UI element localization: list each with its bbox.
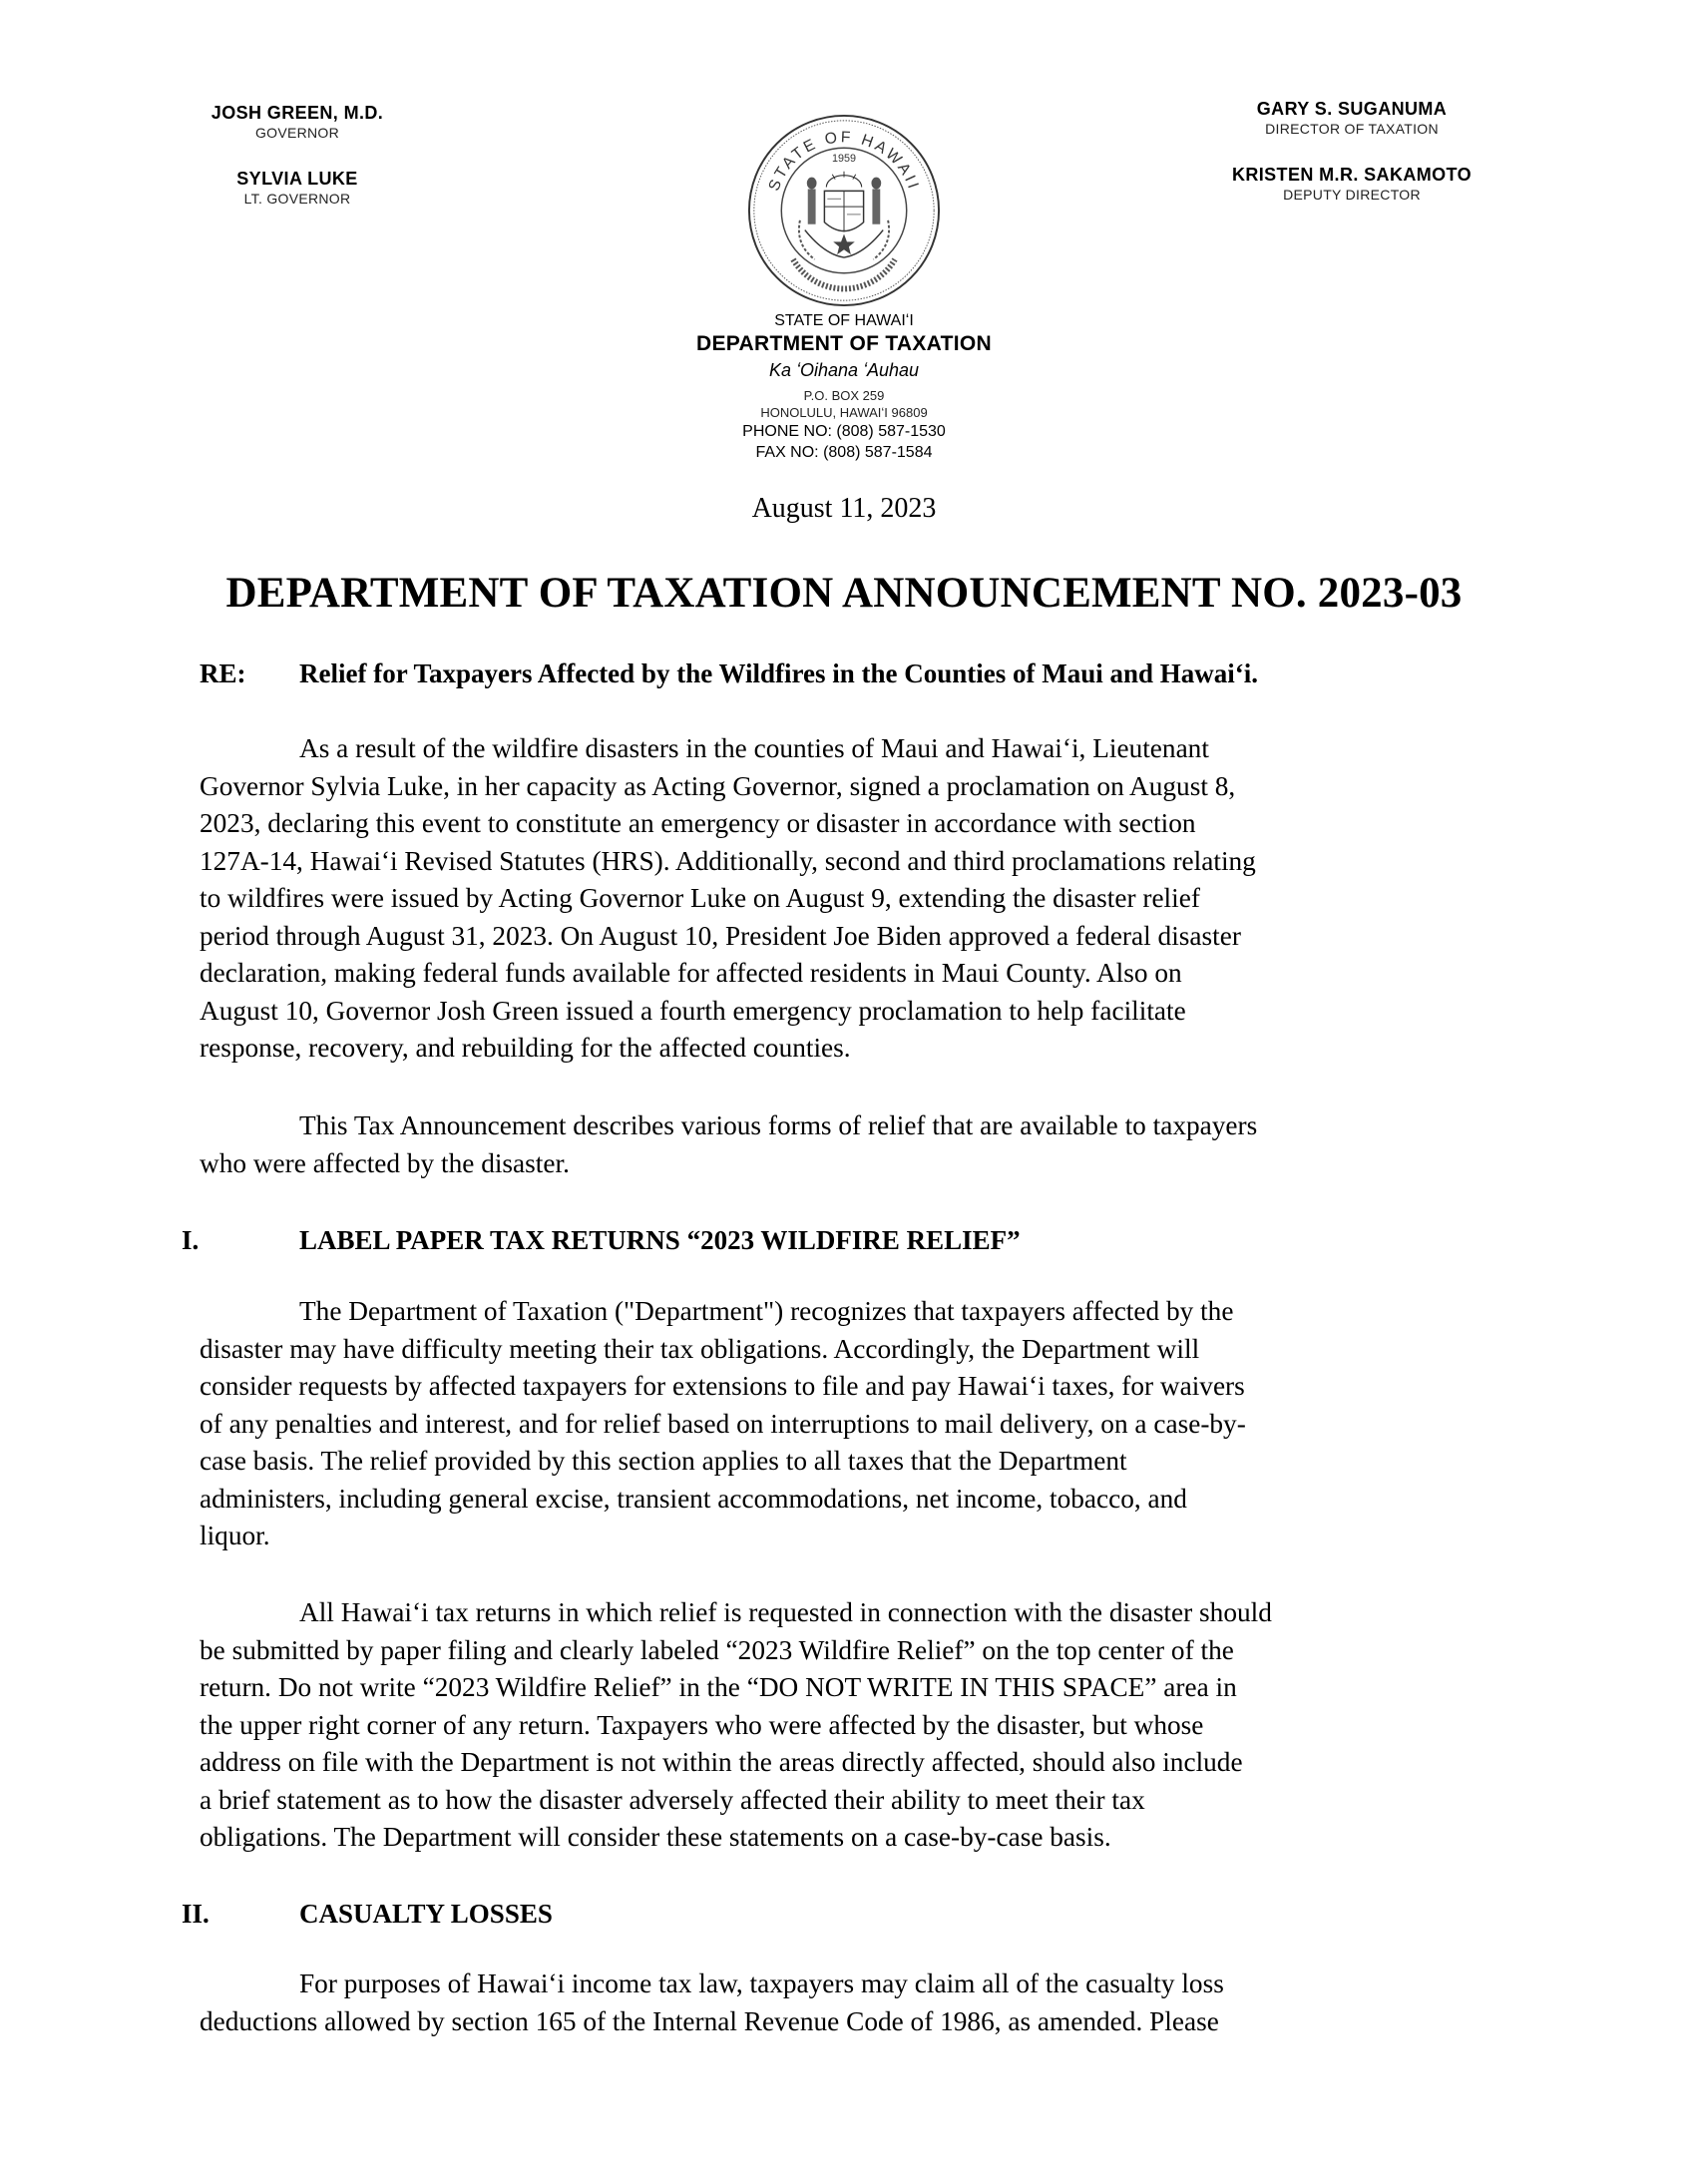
governor-title: GOVERNOR (254, 125, 340, 141)
section-1-paragraph-2 (200, 1594, 1496, 1857)
paragraph-line: be submitted by paper filing and clearly labeled “2023 Wildfire Relief” on the top center of the (200, 1634, 1234, 1665)
paragraph-line: This Tax Announcement describes various forms of relief that are available to taxpayers (299, 1110, 1258, 1140)
paragraph-line: 127A-14, Hawaiʻi Revised Statutes (HRS). Additionally, second and third proclamations relating (200, 845, 1256, 876)
section-2-paragraph-1 (200, 1966, 1496, 2040)
intro-paragraph (200, 730, 1496, 1068)
deputy-director-title: DEPUTY DIRECTOR (1283, 187, 1421, 203)
seal-top-text: STATE OF HAWAII (765, 129, 923, 194)
section-number: I. (182, 1225, 200, 1255)
lt-governor-title: LT. GOVERNOR (243, 191, 351, 207)
po-box: P.O. BOX 259 (803, 388, 885, 403)
paragraph-line: All Hawaiʻi tax returns in which relief is requested in connection with the disaster should (299, 1597, 1272, 1627)
state-name: STATE OF HAWAIʻI (774, 312, 914, 329)
paragraph-line: liquor. (200, 1521, 270, 1550)
subject-label: RE: (200, 658, 246, 688)
lt-governor-name: SYLVIA LUKE (236, 169, 358, 189)
officials-left (178, 102, 417, 208)
paragraph-line: declaration, making federal funds available for affected residents in Maui County. Also on (200, 958, 1182, 988)
paragraph-line: August 10, Governor Josh Green issued a fourth emergency proclamation to help facilitate (200, 995, 1186, 1026)
paragraph-line: the upper right corner of any return. Taxpayers who were affected by the disaster, but whose (200, 1709, 1204, 1740)
paragraph-line: to wildfires were issued by Acting Governor Luke on August 9, extending the disaster relief (200, 883, 1200, 913)
announcement-title: DEPARTMENT OF TAXATION ANNOUNCEMENT NO. 2023-03 (225, 570, 1463, 617)
director-title: DIRECTOR OF TAXATION (1265, 121, 1439, 137)
paragraph-line: obligations. The Department will consider these statements on a case-by-case basis. (200, 1822, 1111, 1852)
paragraph-line: who were affected by the disaster. (200, 1147, 570, 1178)
deputy-director-name: KRISTEN M.R. SAKAMOTO (1231, 165, 1473, 185)
paragraph-line: return. Do not write “2023 Wildfire Relief” in the “DO NOT WRITE IN THIS SPACE” area in (200, 1672, 1237, 1702)
announcement-date: August 11, 2023 (751, 493, 937, 524)
section-title: CASUALTY LOSSES (299, 1899, 553, 1929)
section-title: LABEL PAPER TAX RETURNS “2023 WILDFIRE RELIEF” (299, 1225, 1021, 1255)
paragraph-line: address on file with the Department is not within the areas directly affected, should also include (200, 1747, 1243, 1777)
department-address-block (545, 311, 1143, 463)
paragraph-line: of any penalties and interest, and for relief based on interruptions to mail delivery, on a case-by- (200, 1408, 1246, 1439)
paragraph-line: For purposes of Hawaiʻi income tax law, taxpayers may claim all of the casualty loss (299, 1968, 1224, 1998)
subject-text: Relief for Taxpayers Affected by the Wildfires in the Counties of Maui and Hawaiʻi. (299, 658, 1259, 688)
paragraph-line: consider requests by affected taxpayers for extensions to file and pay Hawaiʻi taxes, for waivers (200, 1371, 1245, 1401)
section-1-paragraph-1 (200, 1293, 1496, 1555)
paragraph-line: case basis. The relief provided by this section applies to all taxes that the Department (200, 1446, 1127, 1476)
governor-name: JOSH GREEN, M.D. (211, 103, 384, 123)
paragraph-line: period through August 31, 2023. On August 10, President Joe Biden approved a federal disaster (200, 920, 1241, 951)
paragraph-line: disaster may have difficulty meeting their tax obligations. Accordingly, the Department will (200, 1333, 1200, 1364)
seal-year: 1959 (832, 153, 856, 165)
section-number: II. (182, 1899, 210, 1929)
paragraph-line: The Department of Taxation ("Department") recognizes that taxpayers affected by the (299, 1296, 1234, 1326)
paragraph-line: a brief statement as to how the disaster adversely affected their ability to meet their tax (200, 1784, 1145, 1815)
paragraph-line: response, recovery, and rebuilding for the affected counties. (200, 1033, 851, 1063)
city-line: HONOLULU, HAWAIʻI 96809 (760, 405, 928, 420)
paragraph-line: 2023, declaring this event to constitute an emergency or disaster in accordance with section (200, 808, 1196, 838)
department-name: DEPARTMENT OF TAXATION (696, 332, 992, 355)
phone-number: PHONE NO: (808) 587-1530 (742, 423, 946, 440)
state-seal-icon (746, 113, 942, 308)
paragraph-line: Governor Sylvia Luke, in her capacity as Acting Governor, signed a proclamation on August 8, (200, 770, 1236, 801)
director-name: GARY S. SUGANUMA (1256, 99, 1448, 119)
officials-right (1192, 98, 1511, 204)
paragraph-line: administers, including general excise, transient accommodations, net income, tobacco, and (200, 1483, 1187, 1514)
paragraph-line: deductions allowed by section 165 of the Internal Revenue Code of 1986, as amended. Please (200, 2005, 1219, 2036)
fax-number: FAX NO: (808) 587-1584 (755, 444, 933, 461)
paragraph-line: As a result of the wildfire disasters in the counties of Maui and Hawaiʻi, Lieutenant (299, 733, 1209, 763)
scope-paragraph (200, 1107, 1496, 1182)
department-hawaiian-name: Ka ʻOihana ʻAuhau (768, 360, 920, 380)
